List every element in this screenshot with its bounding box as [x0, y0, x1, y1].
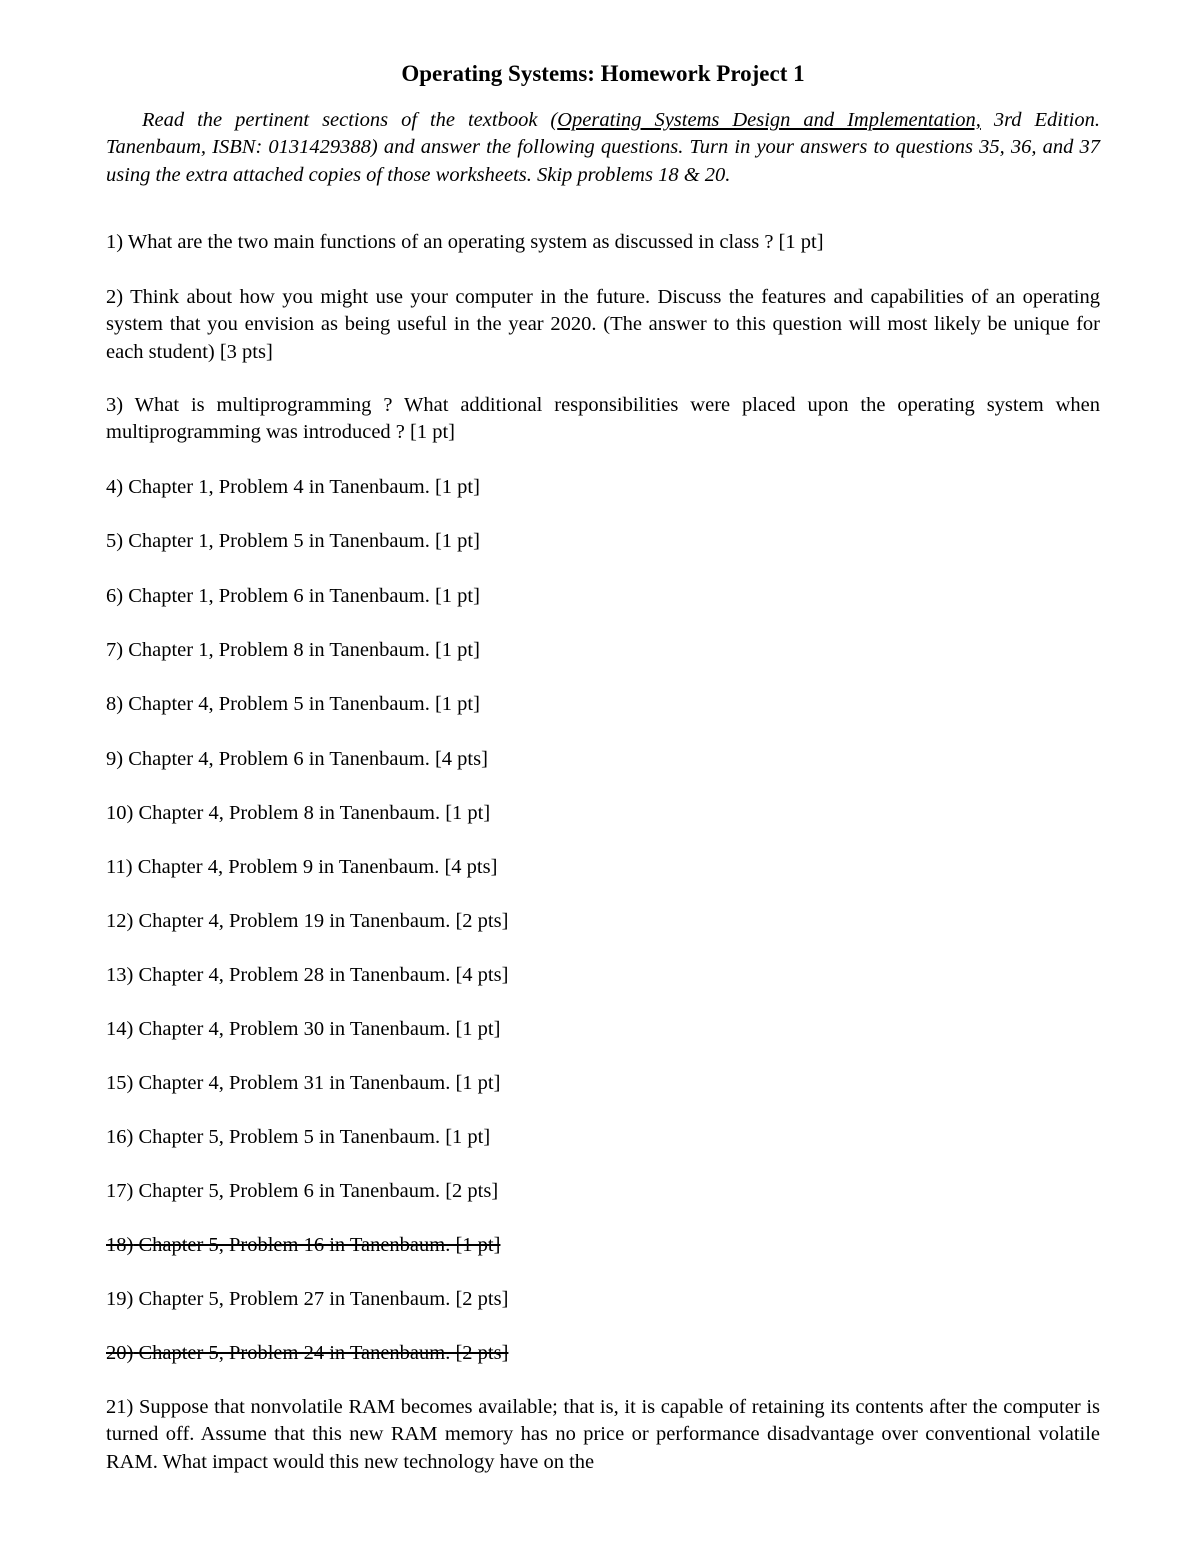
question-number: 5): [106, 530, 124, 552]
question-6: [106, 583, 1100, 610]
question-text: What are the two main functions of an operating system as discussed in class ? [1 pt]: [127, 231, 824, 253]
question-number: 15): [106, 1072, 134, 1094]
question-number: 19): [106, 1288, 134, 1310]
question-number: 17): [106, 1180, 134, 1202]
question-14: [106, 1016, 1100, 1043]
question-number: 10): [106, 802, 134, 824]
question-13: [106, 962, 1100, 989]
question-number: 4): [106, 476, 124, 498]
question-number: 11): [106, 856, 133, 878]
question-text: Chapter 1, Problem 5 in Tanenbaum. [1 pt]: [128, 530, 480, 552]
question-21: [106, 1394, 1100, 1476]
question-4: [106, 474, 1100, 501]
question-text: Chapter 4, Problem 30 in Tanenbaum. [1 pt]: [138, 1018, 501, 1040]
question-10: [106, 800, 1100, 827]
question-5: [106, 528, 1100, 555]
question-number: 3): [106, 394, 124, 416]
question-text: Chapter 4, Problem 8 in Tanenbaum. [1 pt]: [138, 802, 491, 824]
question-text: Chapter 1, Problem 8 in Tanenbaum. [1 pt]: [128, 639, 480, 661]
question-number: 18): [106, 1234, 134, 1256]
question-text: Chapter 5, Problem 16 in Tanenbaum. [1 pt]: [138, 1234, 501, 1256]
question-20-struck: [106, 1340, 1100, 1367]
question-number: 2): [106, 286, 124, 308]
question-text: Chapter 5, Problem 6 in Tanenbaum. [2 pts]: [138, 1180, 499, 1202]
question-15: [106, 1070, 1100, 1097]
question-number: 14): [106, 1018, 134, 1040]
question-12: [106, 908, 1100, 935]
question-text: Chapter 4, Problem 28 in Tanenbaum. [4 pts]: [138, 964, 509, 986]
question-text: Chapter 5, Problem 27 in Tanenbaum. [2 pts]: [138, 1288, 509, 1310]
question-number: 21): [106, 1396, 134, 1418]
question-number: 1): [106, 231, 124, 253]
question-text: Chapter 5, Problem 24 in Tanenbaum. [2 pts]: [138, 1342, 509, 1364]
question-17: [106, 1178, 1100, 1205]
question-number: 6): [106, 585, 124, 607]
question-2: [106, 284, 1100, 366]
instructions-paragraph: [106, 107, 1100, 189]
question-number: 8): [106, 693, 124, 715]
question-number: 20): [106, 1342, 134, 1364]
question-number: 7): [106, 639, 124, 661]
question-3: [106, 392, 1100, 447]
question-16: [106, 1124, 1100, 1151]
question-text: Chapter 4, Problem 6 in Tanenbaum. [4 pts]: [128, 748, 488, 770]
question-1: [106, 229, 1100, 256]
page-title: Operating Systems: Homework Project 1: [401, 61, 805, 86]
question-text: Chapter 1, Problem 4 in Tanenbaum. [1 pt]: [128, 476, 480, 498]
question-text: Suppose that nonvolatile RAM becomes available; that is, it is capable of retaining its contents after the computer is turned off. Assume that this new RAM memory has no price or performance disadvantage over conventional volatile RAM. What impact would this new technology have on the: [106, 1396, 1100, 1473]
question-8: [106, 691, 1100, 718]
question-number: 12): [106, 910, 134, 932]
textbook-title: Operating Systems Design and Implementation,: [557, 109, 981, 131]
question-text: What is multiprogramming ? What additional responsibilities were placed upon the operating system when multiprogramming was introduced ? [1 pt]: [106, 394, 1100, 444]
question-text: Chapter 5, Problem 5 in Tanenbaum. [1 pt]: [138, 1126, 491, 1148]
question-19: [106, 1286, 1100, 1313]
question-number: 9): [106, 748, 124, 770]
question-number: 13): [106, 964, 134, 986]
question-text: Chapter 4, Problem 5 in Tanenbaum. [1 pt]: [128, 693, 480, 715]
question-9: [106, 746, 1100, 773]
question-text: Chapter 4, Problem 31 in Tanenbaum. [1 pt]: [138, 1072, 501, 1094]
question-number: 16): [106, 1126, 134, 1148]
question-11: [106, 854, 1100, 881]
instructions-text-before: Read the pertinent sections of the textbook (: [142, 109, 558, 131]
question-text: Chapter 4, Problem 19 in Tanenbaum. [2 pts]: [138, 910, 509, 932]
instructions-text-after: 3rd Edition. Tanenbaum, ISBN: 0131429388) and answer the following questions. Turn in your answers to questions 35, 36, and 37 using the extra attached copies of those worksheets. Skip problems 18 & 20.: [106, 109, 1101, 186]
question-text: Think about how you might use your computer in the future. Discuss the features and capabilities of an operating system that you envision as being useful in the year 2020. (The answer to this question will most likely be unique for each student) [3 pts]: [106, 286, 1100, 363]
question-18-struck: [106, 1232, 1100, 1259]
question-text: Chapter 1, Problem 6 in Tanenbaum. [1 pt]: [128, 585, 480, 607]
question-7: [106, 637, 1100, 664]
question-text: Chapter 4, Problem 9 in Tanenbaum. [4 pts]: [137, 856, 498, 878]
